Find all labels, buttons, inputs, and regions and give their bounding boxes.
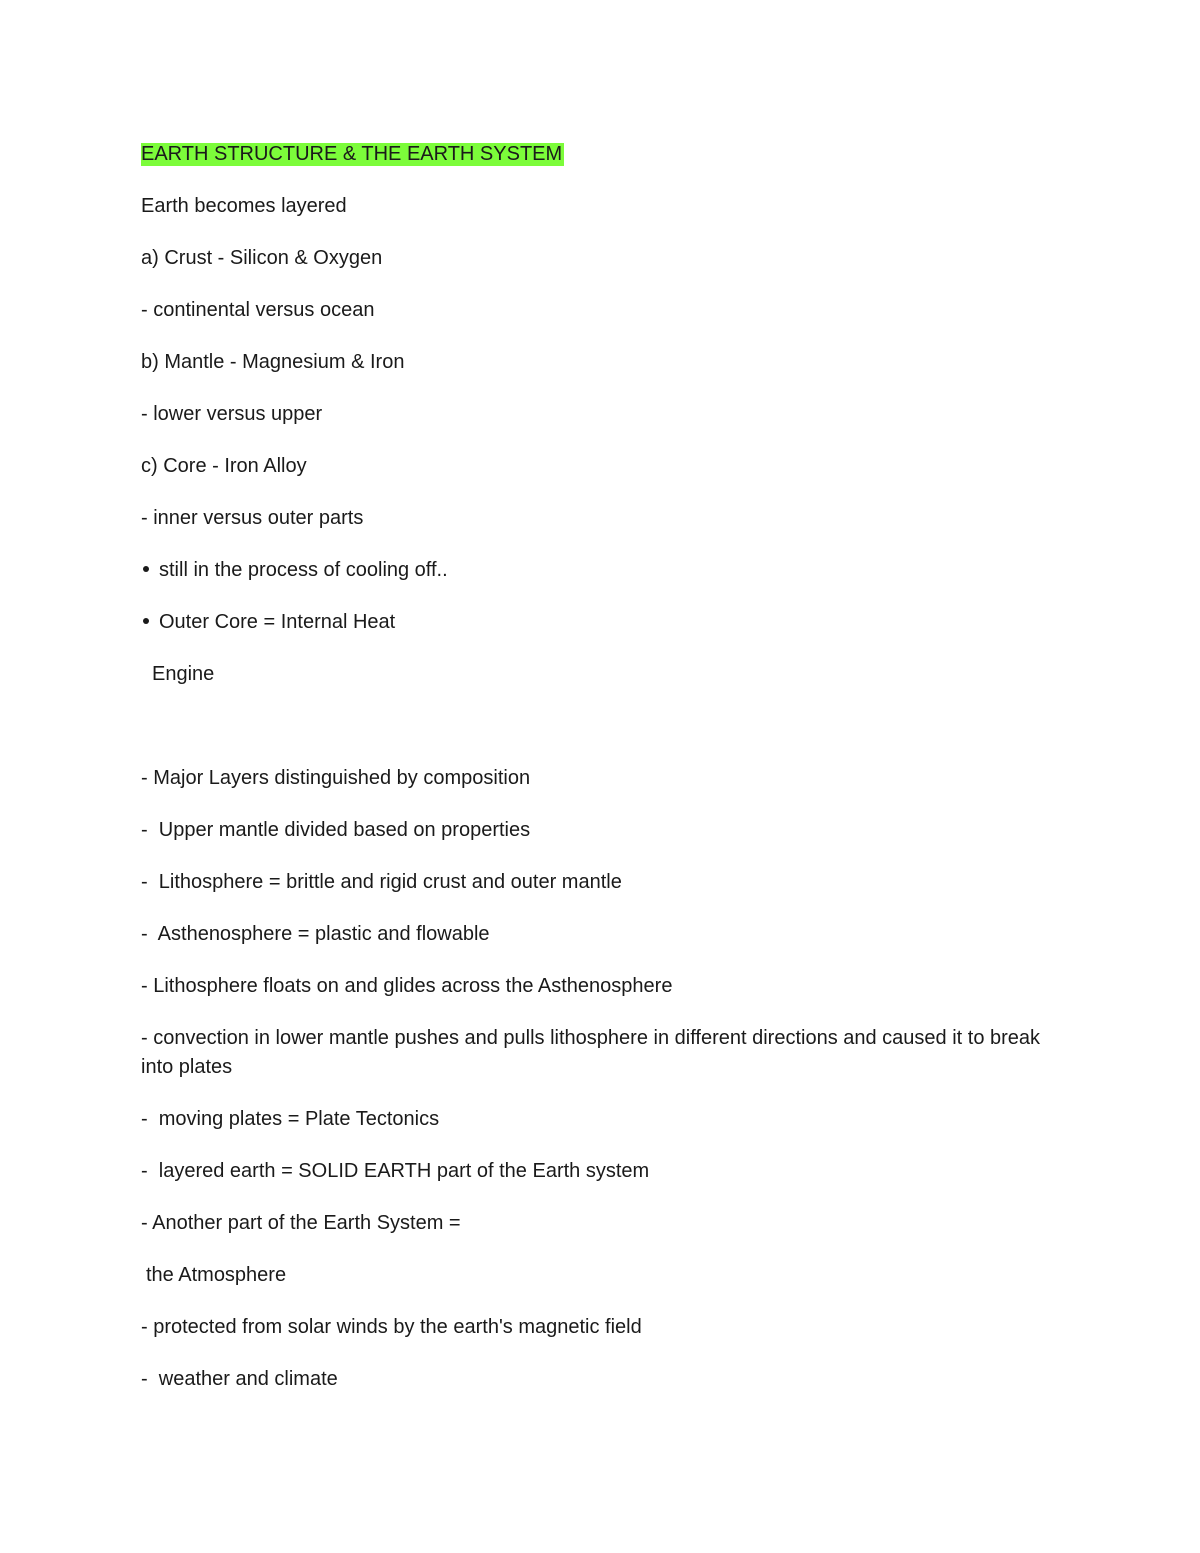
text-line-solar-winds: - protected from solar winds by the earth's magnetic field: [141, 1316, 642, 1338]
text-line-asthenosphere: - Asthenosphere = plastic and flowable: [141, 923, 490, 945]
text-line-layered-earth: - layered earth = SOLID EARTH part of the Earth system: [141, 1160, 650, 1182]
bullet-icon: [143, 618, 149, 624]
bullet-icon: [143, 566, 149, 572]
text-line-earth-layered: Earth becomes layered: [141, 195, 347, 217]
text-line-continental: - continental versus ocean: [141, 299, 375, 321]
text-line-crust: a) Crust - Silicon & Oxygen: [141, 247, 383, 269]
bullet-text: Outer Core = Internal Heat: [159, 611, 396, 633]
bullet-item-cooling: [141, 556, 448, 585]
text-line-core: c) Core - Iron Alloy: [141, 455, 307, 477]
text-line-weather: - weather and climate: [141, 1368, 338, 1390]
text-line-major-layers: - Major Layers distinguished by composition: [141, 767, 531, 789]
text-line-lithosphere: - Lithosphere = brittle and rigid crust and outer mantle: [141, 871, 622, 893]
text-line-convection: - convection in lower mantle pushes and pulls lithosphere in different directions and caused it to break into plates: [141, 1027, 1041, 1078]
text-line-lower-upper: - lower versus upper: [141, 403, 323, 425]
bullet-item-outer-core: [141, 608, 395, 637]
title-highlight: EARTH STRUCTURE & THE EARTH SYSTEM: [141, 143, 563, 165]
text-line-inner-outer: - inner versus outer parts: [141, 507, 364, 529]
document-title: [141, 140, 564, 169]
text-line-engine: Engine: [152, 663, 215, 685]
text-line-atmosphere: the Atmosphere: [146, 1264, 287, 1286]
text-line-mantle: b) Mantle - Magnesium & Iron: [141, 351, 405, 373]
text-line-moving-plates: - moving plates = Plate Tectonics: [141, 1108, 440, 1130]
text-line-lithosphere-floats: - Lithosphere floats on and glides across the Asthenosphere: [141, 975, 673, 997]
text-line-upper-mantle: - Upper mantle divided based on properties: [141, 819, 531, 841]
bullet-text: still in the process of cooling off..: [159, 559, 448, 581]
text-line-another-part: - Another part of the Earth System =: [141, 1212, 461, 1234]
